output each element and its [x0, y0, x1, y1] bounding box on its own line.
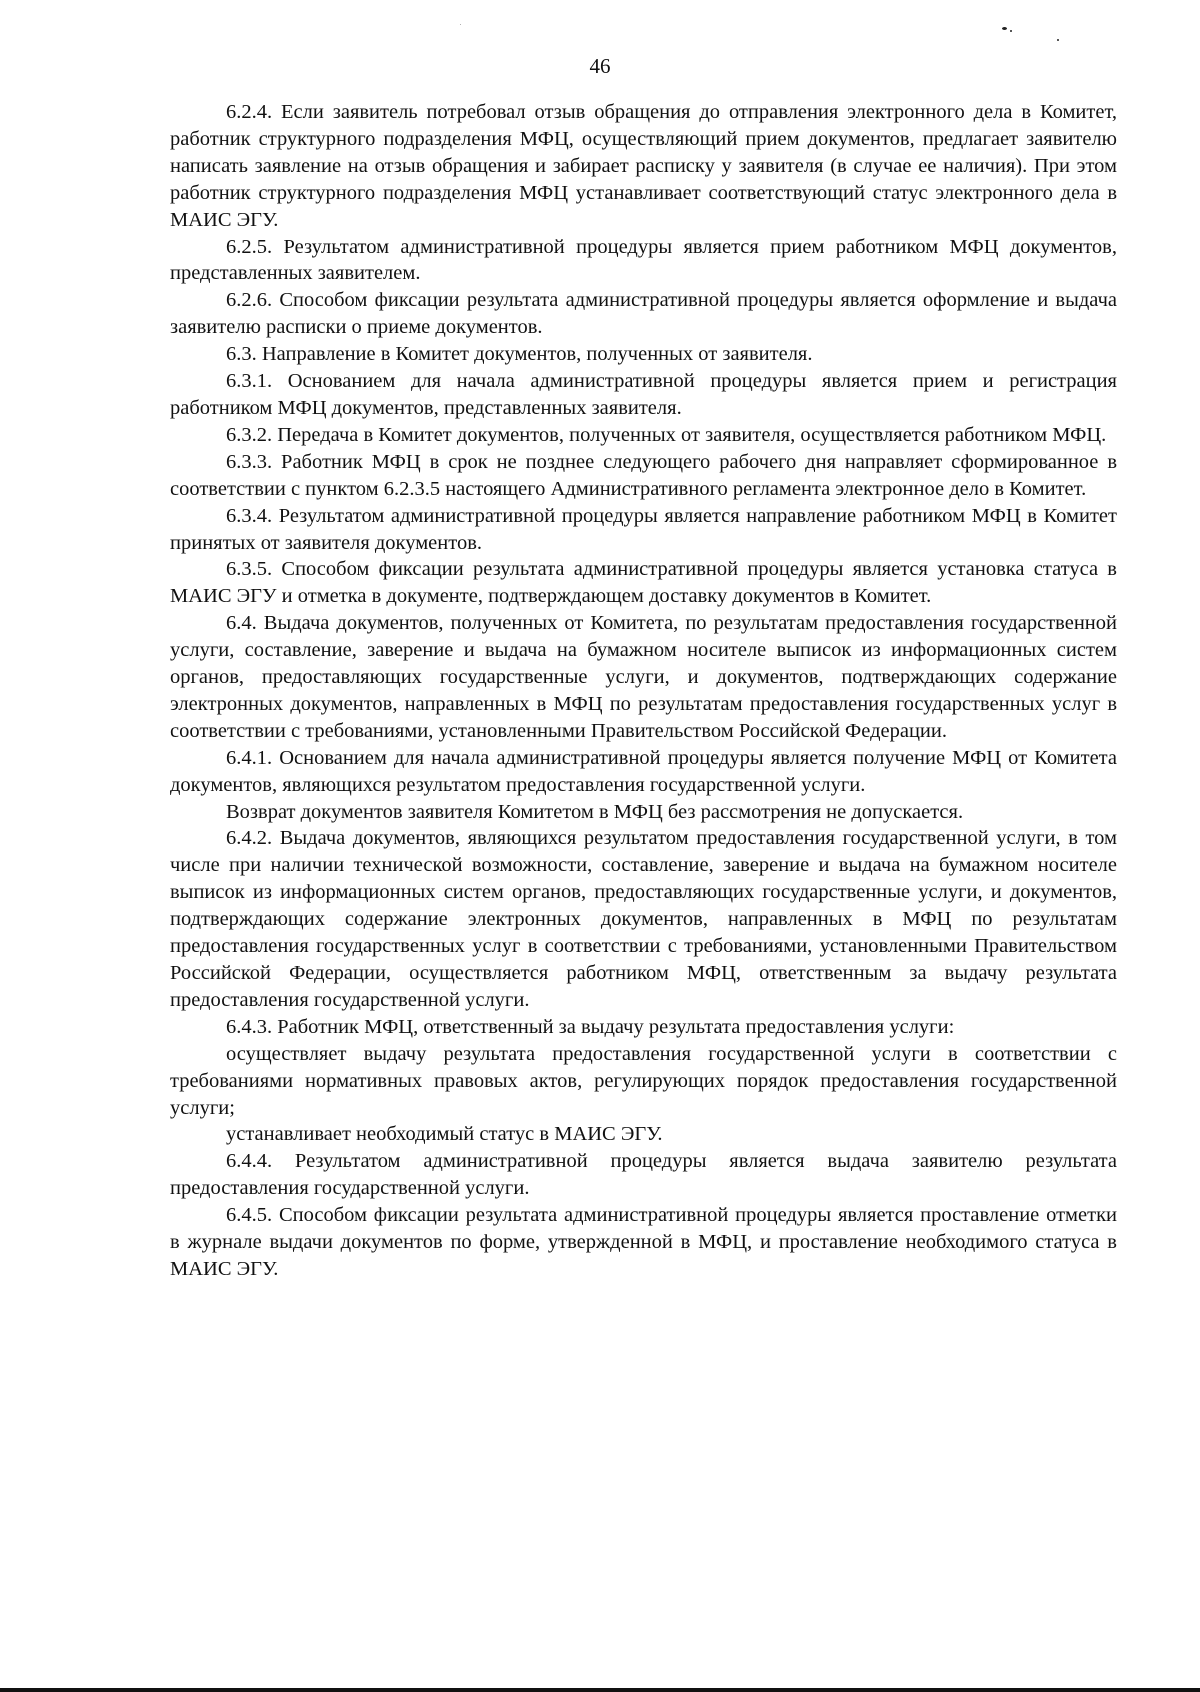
scan-bottom-edge	[0, 1688, 1200, 1692]
scan-speck	[1002, 27, 1007, 30]
scan-speck	[1057, 39, 1059, 41]
paragraph-6-3-1: 6.3.1. Основанием для начала административной процедуры является прием и регистрация работником МФЦ документов, представленных заявителя.	[170, 370, 1117, 419]
paragraph-6-2-6: 6.2.6. Способом фиксации результата административной процедуры является оформление и выдача заявителю расписки о приеме документов.	[170, 289, 1117, 339]
paragraph-6-4-3-item-2: устанавливает необходимый статус в МАИС ЭГУ.	[226, 1123, 663, 1146]
paragraph-6-3-5: 6.3.5. Способом фиксации результата административной процедуры является установка статуса в МАИС ЭГУ и отметка в документе, подтверждающем доставку документов в Комитет.	[170, 558, 1117, 608]
paragraph-6-4-1: 6.4.1. Основанием для начала административной процедуры является получение МФЦ от Комитета документов, являющихся результатом предоставления государственной услуги.	[170, 746, 1117, 796]
scan-speck	[460, 24, 461, 25]
paragraph-6-2-4: 6.2.4. Если заявитель потребовал отзыв обращения до отправления электронного дела в Комитет, работник структурного подразделения МФЦ, осуществляющий прием документов, предлагает заявителю написать заявление на отзыв обращения и забирает расписку у заявителя (в случае ее наличия). При этом работник структурного подразделения МФЦ устанавливает соответствующий статус электронного дела в МАИС ЭГУ.	[170, 101, 1117, 231]
paragraph-6-3-2: 6.3.2. Передача в Комитет документов, полученных от заявителя, осуществляется работником МФЦ.	[226, 423, 1107, 446]
paragraph-6-4-4: 6.4.4. Результатом административной процедуры является выдача заявителю результата предоставления государственной услуги.	[170, 1150, 1117, 1200]
page-number: 46	[589, 54, 611, 78]
paragraph-6-4-5: 6.4.5. Способом фиксации результата административной процедуры является проставление отметки в журнале выдачи документов по форме, утвержденной в МФЦ, и проставление необходимого статуса в МАИС ЭГУ.	[170, 1204, 1117, 1280]
paragraph-6-3: 6.3. Направление в Комитет документов, полученных от заявителя.	[226, 343, 813, 366]
paragraph-6-4: 6.4. Выдача документов, полученных от Комитета, по результатам предоставления государственной услуги, составление, заверение и выдача на бумажном носителе выписок из информационных систем органов, предоставляющих государственные услуги, и документов, подтверждающих содержание электронных документов, направленных в МФЦ по результатам предоставления государственных услуг в соответствии с требованиями, установленными Правительством Российской Федерации.	[170, 612, 1117, 742]
paragraph-6-4-2: 6.4.2. Выдача документов, являющихся результатом предоставления государственной услуги, в том числе при наличии технической возможности, составление, заверение и выдача на бумажном носителе выписок из информационных систем органов, предоставляющих государственные услуги, и документов, подтверждающих содержание электронных документов, направленных в МФЦ по результатам предоставления государственных услуг в соответствии с требованиями, установленными Правительством Российской Федерации, осуществляется работником МФЦ, ответственным за выдачу результата предоставления государственной услуги.	[170, 827, 1117, 1011]
paragraph-6-4-3-item-1: осуществляет выдачу результата предоставления государственной услуги в соответствии с требованиями нормативных правовых актов, регулирующих порядок предоставления государственной услуги;	[170, 1042, 1117, 1119]
paragraph-return-rule: Возврат документов заявителя Комитетом в МФЦ без рассмотрения не допускается.	[226, 800, 964, 823]
paragraph-6-2-5: 6.2.5. Результатом административной процедуры является прием работником МФЦ документов, представленных заявителем.	[170, 235, 1117, 285]
paragraph-6-3-4: 6.3.4. Результатом административной процедуры является направление работником МФЦ в Комитет принятых от заявителя документов.	[170, 504, 1117, 554]
paragraph-6-4-3: 6.4.3. Работник МФЦ, ответственный за выдачу результата предоставления услуги:	[226, 1015, 955, 1038]
scan-speck	[1010, 30, 1012, 32]
paragraph-6-3-3: 6.3.3. Работник МФЦ в срок не позднее следующего рабочего дня направляет сформированное в соответствии с пунктом 6.2.3.5 настоящего Административного регламента электронное дело в Комитет.	[170, 450, 1117, 500]
document-body	[170, 99, 1117, 1283]
